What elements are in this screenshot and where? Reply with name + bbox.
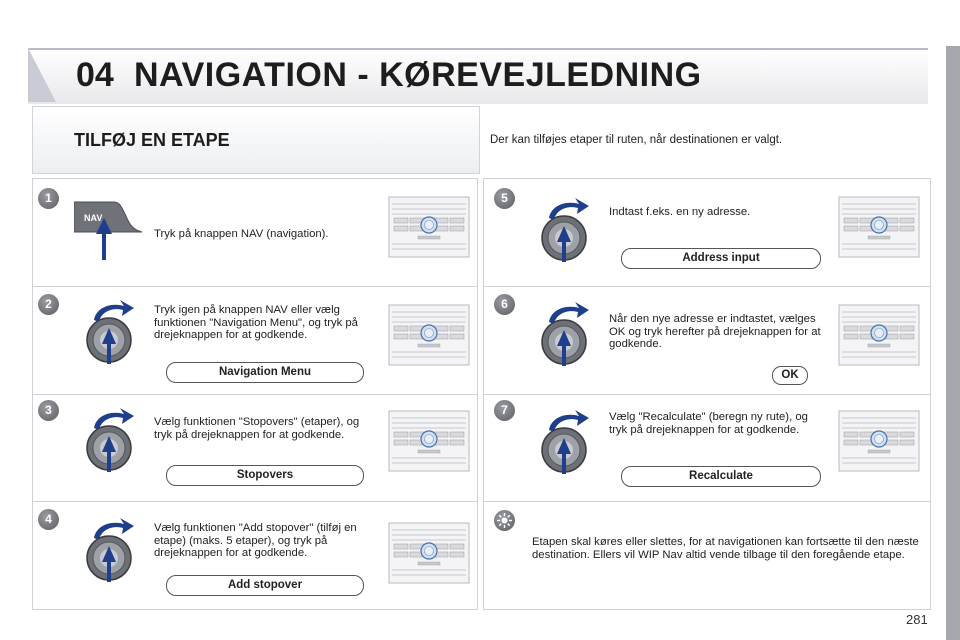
menu-item-address-input: Address input: [621, 248, 821, 269]
step-instruction: Vælg "Recalculate" (beregn ny rute), og tryk på drejeknappen for at godkende.: [609, 411, 808, 436]
step-number-badge: 2: [38, 294, 59, 315]
radio-panel-image: [388, 196, 470, 258]
page-number: 281: [906, 612, 928, 627]
radio-panel-image: [388, 410, 470, 472]
ok-button-label: OK: [772, 366, 808, 385]
page-edge-bar: [946, 46, 960, 640]
menu-item-navigation-menu: Navigation Menu: [166, 362, 364, 383]
rotary-knob-icon: [535, 300, 593, 366]
step-number-badge: 3: [38, 400, 59, 421]
step-instruction: Når den nye adresse er indtastet, vælges OK og tryk herefter på drejeknappen for at godkende.: [609, 313, 821, 350]
step-number-badge: 6: [494, 294, 515, 315]
radio-panel-image: [838, 304, 920, 366]
hint-text: Etapen skal køres eller slettes, for at navigationen kan fortsætte til den næste destination. Ellers vil WIP Nav altid vende tilbage til den foregående etape.: [532, 536, 919, 561]
step-instruction: Vælg funktionen "Stopovers" (etaper), og tryk på drejeknappen for at godkende.: [154, 416, 360, 441]
step-number-badge: 4: [38, 509, 59, 530]
nav-button-label: NAV: [84, 213, 103, 223]
rotary-knob-icon: [535, 196, 593, 262]
step-number-badge: 5: [494, 188, 515, 209]
rotary-knob-icon: [80, 406, 138, 472]
step-number-badge: 7: [494, 400, 515, 421]
rotary-knob-icon: [80, 298, 138, 364]
step-instruction: Tryk på knappen NAV (navigation).: [154, 228, 329, 240]
chapter-title: NAVIGATION - KØREVEJLEDNING: [134, 56, 702, 94]
press-arrow-icon: [96, 218, 112, 260]
rotary-knob-icon: [80, 516, 138, 582]
step-number-badge: 1: [38, 188, 59, 209]
radio-panel-image: [838, 410, 920, 472]
step-instruction: Vælg funktionen "Add stopover" (tilføj en etape) (maks. 5 etaper), og tryk på drejeknappen for at godkende.: [154, 522, 357, 559]
menu-item-stopovers: Stopovers: [166, 465, 364, 486]
section-intro: Der kan tilføjes etaper til ruten, når destinationen er valgt.: [490, 134, 783, 146]
menu-item-recalculate: Recalculate: [621, 466, 821, 487]
rotary-knob-icon: [535, 408, 593, 474]
chapter-number: 04: [76, 56, 114, 94]
radio-panel-image: [838, 196, 920, 258]
step-instruction: Indtast f.eks. en ny adresse.: [609, 206, 751, 218]
section-title: TILFØJ EN ETAPE: [74, 130, 230, 150]
header-fold: [28, 48, 56, 102]
radio-panel-image: [388, 522, 470, 584]
radio-panel-image: [388, 304, 470, 366]
menu-item-add-stopover: Add stopover: [166, 575, 364, 596]
step-instruction: Tryk igen på knappen NAV eller vælg funktionen "Navigation Menu", og tryk på drejeknappen for at godkende.: [154, 304, 358, 341]
hint-icon: [494, 510, 515, 531]
